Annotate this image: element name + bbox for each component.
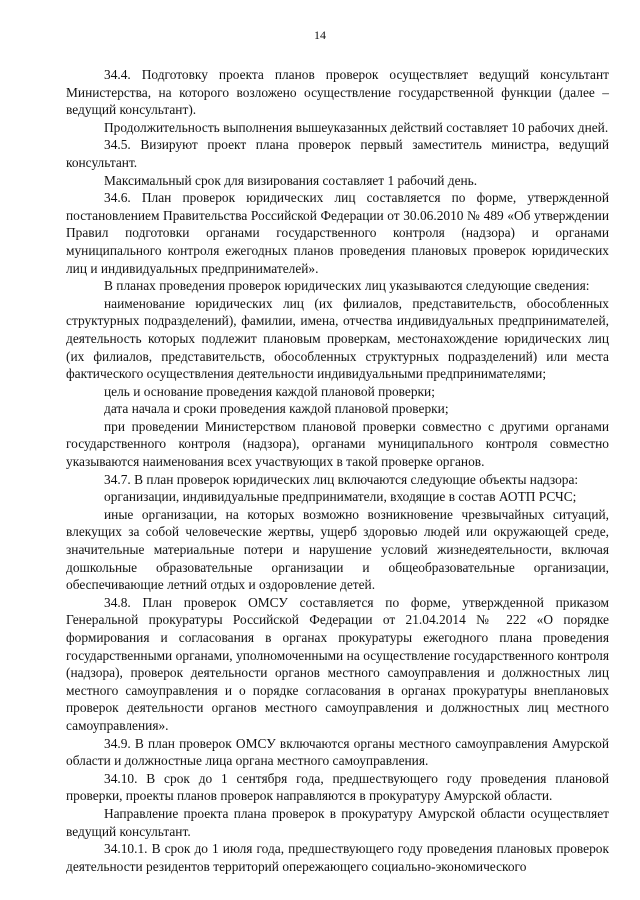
paragraph-34-4: 34.4. Подготовку проекта планов проверок осуществляет ведущий консультант Министерства, на которого возложено осуществление государственной функции (далее – ведущий консультант). [66,67,609,118]
paragraph-duration: Продолжительность выполнения вышеуказанных действий составляет 10 рабочих дней. [104,119,609,135]
paragraph-34-8: 34.8. План проверок ОМСУ составляется по форме, утвержденной приказом Генеральной прокуратуры Российской Федерации от 21.04.2014 № 222 «О порядке формирования и согласования в органах прокуратуры ежегодного плана проведения государственными органами, уполномоченными на осуществление государственного контроля (надзора), проверок деятельности органов местного самоуправления и должностных лиц местного самоуправления и о порядке согласования в органах прокуратуры внеплановых проверок деятельности органов местного самоуправления и должностных лиц местного самоуправления». [66,594,609,733]
paragraph-direction: Направление проекта плана проверок в прокуратуру Амурской области осуществляет ведущий консультант. [66,805,609,839]
list-item-other-organizations: иные организации, на которых возможно возникновение чрезвычайных ситуаций, влекущих за собой человеческие жертвы, ущерб здоровью людей или окружающей среде, значительные материальные потери и нарушение условий жизнедеятельности, включая дошкольные образовательные организации и общеобразовательные организации, обеспечивающие летний отдых и оздоровление детей. [66,506,609,593]
list-item-names: наименование юридических лиц (их филиалов, представительств, обособленных структурных подразделений), фамилии, имена, отчества индивидуальных предпринимателей, деятельность которых подлежит плановым проверкам, местонахождение юридических лиц (их филиалов, представительств, обособленных структурных подразделений) или места фактического осуществления деятельности индивидуальными предпринимателями; [66,295,609,382]
paragraph-max-term: Максимальный срок для визирования составляет 1 рабочий день. [104,172,478,188]
page-number: 14 [314,28,326,42]
paragraph-34-10: 34.10. В срок до 1 сентября года, предшествующего году проведения плановой проверки, проекты планов проверок направляются в прокуратуру Амурской области. [66,770,609,804]
paragraph-34-5: 34.5. Визируют проект плана проверок первый заместитель министра, ведущий консультант. [66,137,609,170]
paragraph-plan-info: В планах проведения проверок юридических лиц указываются следующие сведения: [104,278,590,294]
list-item-dates: дата начала и сроки проведения каждой плановой проверки; [104,401,449,417]
paragraph-34-6: 34.6. План проверок юридических лиц составляется по форме, утвержденной постановлением Правительства Российской Федерации от 30.06.2010 № 489 «Об утверждении Правил подготовки органами государственного контроля (надзора) и органами муниципального контроля ежегодных планов проведения плановых проверок юридических лиц и индивидуальных предпринимателей». [66,190,609,276]
paragraph-34-7: 34.7. В план проверок юридических лиц включаются следующие объекты надзора: [104,471,579,487]
document-body [66,66,609,875]
list-item-organizations: организации, индивидуальные предприниматели, входящие в состав АОТП РСЧС; [104,489,577,505]
list-item-purpose: цель и основание проведения каждой плановой проверки; [104,383,435,399]
paragraph-34-9: 34.9. В план проверок ОМСУ включаются органы местного самоуправления Амурской области и должностные лица органа местного самоуправления. [66,735,609,769]
list-item-joint-inspection: при проведении Министерством плановой проверки совместно с другими органами государственного контроля (надзора), органами муниципального контроля совместно указываются наименования всех участвующих в такой проверке органов. [66,418,609,470]
paragraph-34-10-1: 34.10.1. В срок до 1 июля года, предшествующего году проведения плановых проверок деятельности резидентов территорий опережающего социально-экономического [66,841,609,874]
